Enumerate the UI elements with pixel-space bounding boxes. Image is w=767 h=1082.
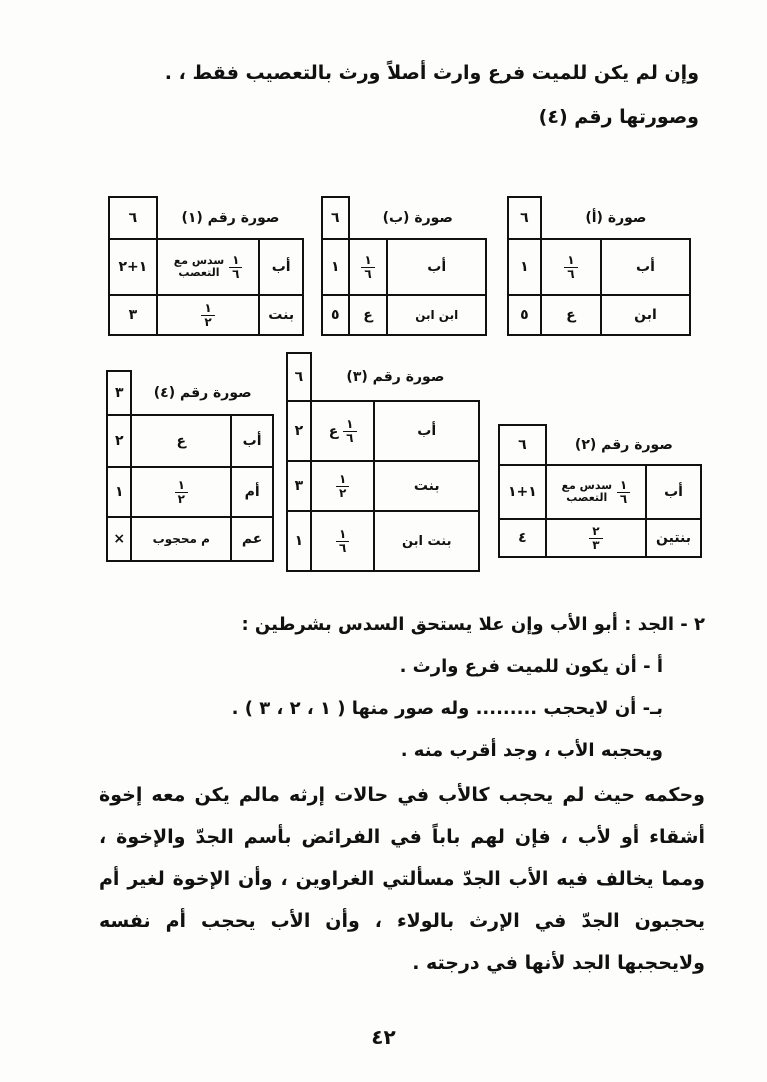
heir-cell: أب — [387, 239, 486, 295]
share-cell: ١ — [322, 239, 349, 295]
share-cell: ١ — [287, 511, 311, 571]
residuary-mark: ع — [328, 423, 339, 439]
heir-cell: أب — [259, 239, 303, 295]
share-cell: ٣ — [109, 295, 157, 335]
heir-cell: أب — [231, 415, 273, 467]
condition-a: أ - أن يكون للميت فرع وارث . — [399, 656, 663, 677]
table-b-total: ٦ — [322, 197, 349, 239]
section-heading: ٢ - الجد : أبو الأب وإن علا يستحق السدس بشرطين : — [241, 614, 705, 635]
share-cell: ١ — [107, 467, 131, 517]
intro-line-1: وإن لم يكن للميت فرع وارث أصلاً ورث بالتعصيب فقط ، . — [164, 62, 699, 84]
table-3-total: ٦ — [287, 353, 311, 401]
fraction-cell: $\frac{١}{٦}$ ع — [311, 401, 375, 461]
heir-cell: ابن — [601, 295, 690, 335]
note-line: التعصب — [566, 491, 608, 504]
heir-cell: ابن ابن — [387, 295, 486, 335]
table-4-caption: صورة رقم (٤) — [153, 384, 252, 401]
fraction-cell: $\frac{١}{٢}$ — [311, 461, 375, 511]
residuary-mark: ع — [349, 295, 388, 335]
heir-cell: أب — [374, 401, 479, 461]
heir-cell: أم — [231, 467, 273, 517]
share-cell: ٢ — [287, 401, 311, 461]
table-a-total: ٦ — [508, 197, 541, 239]
share-cell: ١+١ — [499, 465, 546, 519]
table-case-1 — [108, 196, 304, 336]
share-cell: ٣ — [287, 461, 311, 511]
heir-cell: بنتين — [646, 519, 701, 557]
heir-cell: أب — [601, 239, 690, 295]
share-cell: ٥ — [508, 295, 541, 335]
ruling-paragraph: وحكمه حيث لم يحجب كالأب في حالات إرثه مالم يكن معه إخوة أشقاء أو لأب ، فإن لهم باباً في الفرائض بأسم الجدّ والإخوة ، ومما يخالف فيه الأب الجدّ مسألتي الغراوين ، وأن الإخوة لغير أم يحجبون الجدّ في الإرث بالولاء ، وأن الأب يحجب أم نفسه ولايحجبها الجد لأنها في درجته . — [99, 784, 705, 974]
table-case-3 — [286, 352, 480, 572]
share-cell: × — [107, 517, 131, 561]
heir-cell: أب — [646, 465, 701, 519]
table-4-total: ٣ — [107, 371, 131, 415]
share-cell: ٤ — [499, 519, 546, 557]
page-number: ٤٢ — [371, 1025, 396, 1049]
fraction-cell: $\frac{١}{٢}$ — [131, 467, 231, 517]
blocked-mark: م محجوب — [131, 517, 231, 561]
fraction-cell: $\frac{١}{٦}$ سدس مع التعصب — [157, 239, 260, 295]
table-1-total: ٦ — [109, 197, 157, 239]
condition-b: بـ- أن لايحجب ......... وله صور منها ( ١ ، ٢ ، ٣ ) . — [231, 698, 663, 719]
table-case-b — [321, 196, 487, 336]
table-1-caption: صورة رقم (١) — [181, 209, 280, 226]
table-case-4 — [106, 370, 274, 562]
table-b-caption: صورة (ب) — [382, 209, 453, 226]
fraction-cell: $\frac{١}{٦}$ سدس مع التعصب — [546, 465, 646, 519]
share-cell: ١ — [508, 239, 541, 295]
table-case-2 — [498, 424, 702, 558]
share-cell: ٢ — [107, 415, 131, 467]
fraction-cell: $\frac{١}{٢}$ — [157, 295, 260, 335]
share-cell: ١+٢ — [109, 239, 157, 295]
table-2-caption: صورة رقم (٢) — [574, 436, 673, 453]
residuary-mark: ع — [541, 295, 601, 335]
table-case-a — [507, 196, 691, 336]
fraction-cell: $\frac{١}{٦}$ — [311, 511, 375, 571]
fraction-cell: $\frac{٢}{٣}$ — [546, 519, 646, 557]
table-a-caption: صورة (أ) — [585, 209, 647, 226]
share-cell: ٥ — [322, 295, 349, 335]
heir-cell: بنت — [374, 461, 479, 511]
residuary-mark: ع — [131, 415, 231, 467]
intro-line-2: وصورتها رقم (٤) — [538, 106, 699, 128]
fraction-cell: $\frac{١}{٦}$ — [541, 239, 601, 295]
note-line: سدس مع — [561, 479, 613, 492]
heir-cell: عم — [231, 517, 273, 561]
heir-cell: بنت ابن — [374, 511, 479, 571]
fraction-cell: $\frac{١}{٦}$ — [349, 239, 388, 295]
heir-cell: بنت — [259, 295, 303, 335]
table-2-total: ٦ — [499, 425, 546, 465]
table-3-caption: صورة رقم (٣) — [346, 368, 445, 385]
note-line: التعصب — [178, 266, 220, 279]
blocked-by-note: ويحجبه الأب ، وجد أقرب منه . — [400, 740, 663, 761]
note-line: سدس مع — [173, 254, 225, 267]
